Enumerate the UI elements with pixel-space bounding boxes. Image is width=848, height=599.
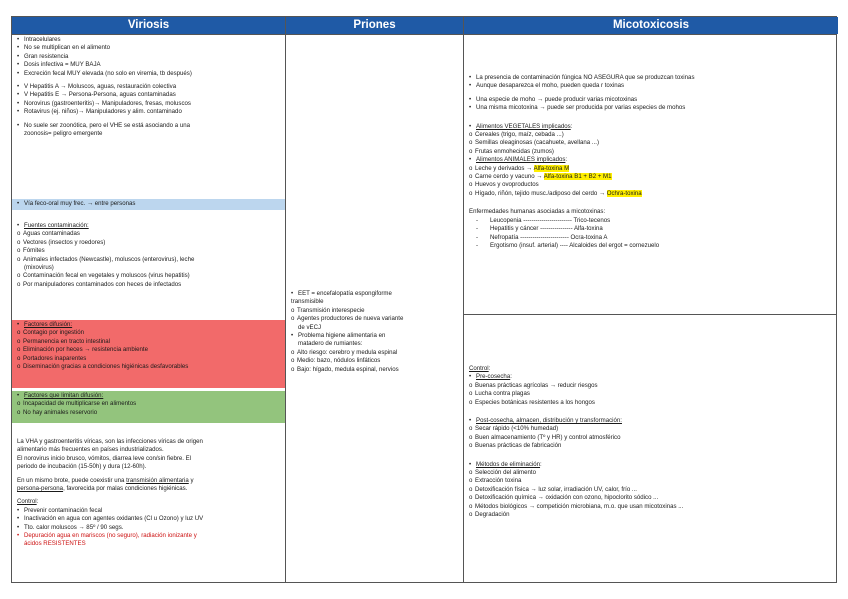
list-item: - Ergotismo (insuf. arterial) ---- Alcaloides del ergot = cornezuelo — [469, 242, 834, 250]
list-item: o Transmisión interespecie — [291, 307, 459, 315]
list-item: - Hepatitis y cáncer ---------------- Alfa-toxina — [469, 225, 834, 233]
list-item: • Tto. calor moluscos → 85º / 90 segs. — [17, 524, 281, 532]
list-item: • Problema higiene alimentaria en — [291, 332, 459, 340]
list-item: o Secar rápido (<10% humedad) — [469, 425, 834, 433]
list-item: • Intracelulares — [17, 36, 281, 44]
paragraph-line: periodo de incubación (15-50h) y dura (12-60h). — [17, 463, 147, 471]
list-item: o Hígado, riñón, tejido musc./adiposo del cerdo → Ochra-toxina — [469, 190, 834, 198]
micotoxicosis-content: • La presencia de contaminación fúngica NO ASEGURA que se produzcan toxinas • Aunque desaparezca el moho, pueden queda r toxinas • Una especie de moho → puede producir varias micotoxinas • Una misma micotoxina → puede ser producida por varias especies de mohos • Alimentos VEGETALES implicados: o Cereales (trigo, maíz, cebada ...) o Semillas oleaginosas (cacahuete, avellana ...) o Frutas enmohecidas (zumos) • Alimentos ANIMALES implicados: o Leche y derivados → Alfa-toxina M o Carne cerdo y vacuno → Alfa-toxina B1 + B2 + M1 o Huevos y ovoproductos o Hígado, riñón, tejido musc./adiposo del cerdo → Ochra-toxina Enfermedades humanas asociadas a micotoxinas: - Leucopenia ------------------------ Trico-tecenos - Hepatitis y cáncer ---------------- Alfa-toxina - Nefropatía ------------------------ Ocra-toxina A - Ergotismo (insuf. arterial) ---- Alcaloides del ergot = cornezuelo — [464, 73, 838, 251]
control-content: Control: • Pre-cosecha: o Buenas prácticas agrícolas → reducir riesgos o Lucha contra plagas o Especies botánicas resistentes a los hongos • Post-cosecha, almacen, distribución y transformación: o Secar rápido (<10% humedad) o Buen almacenamiento (Tº y HR) y control atmosférico o Buenas prácticas de fabricación • Métodos de eliminación: o Selección del alimento o Extracción toxina o Detoxificación física → luz solar, irradiación UV, calor, frío ... o Detoxificación química → oxidación con ozono, hipoclorito sódico ... o Métodos biológicos → competición microbiana, m.o. que usan micotoxinas ... o Degradación — [464, 364, 838, 521]
section-title: Alimentos ANIMALES implicados — [476, 156, 566, 164]
list-item: o Aguas contaminadas — [17, 230, 281, 238]
list-item: • Vía feco-oral muy frec. → entre personas — [17, 200, 281, 208]
header-priones: Priones — [286, 17, 463, 34]
list-item: • Aunque desaparezca el moho, pueden queda r toxinas — [469, 82, 834, 90]
list-item: • Una misma micotoxina → puede ser producida por varias especies de mohos — [469, 104, 834, 112]
list-item: o Medio: bazo, nódulos linfáticos — [291, 357, 459, 365]
priones-content — [286, 289, 463, 375]
section-title: Métodos de eliminación — [476, 460, 541, 468]
list-item: • No se multiplican en el alimento — [17, 44, 281, 52]
micotoxicosis-column — [464, 35, 838, 314]
paragraph-line: persona-persona, favorecida por malas condiciones higiénicas. — [17, 485, 188, 493]
list-item: o Diseminación gracias a condiciones higiénicas desfavorables — [17, 363, 281, 371]
list-item-continued: zoonosis= peligro emergente — [24, 130, 103, 138]
paragraph-line: Control: — [17, 498, 39, 506]
section-title: Factores que limitan difusión: — [24, 392, 104, 399]
section-title: Control — [17, 498, 37, 506]
list-item: o Alto riesgo: cerebro y medula espinal — [291, 349, 459, 357]
list-item: o Frutas enmohecidas (zumos) — [469, 148, 834, 156]
micotoxicosis-control — [464, 315, 838, 583]
list-item: o Contaminación fecal en vegetales y moluscos (virus hepatitis) — [17, 272, 281, 280]
list-item: o Detoxificación física → luz solar, irradiación UV, calor, frío ... — [469, 486, 834, 494]
list-item: o Especies botánicas resistentes a los hongos — [469, 399, 834, 407]
list-item: - Leucopenia ------------------------ Trico-tecenos — [469, 217, 834, 225]
factores-limitan-section — [12, 391, 285, 423]
list-item: o Fómites — [17, 247, 281, 255]
list-item-continued: matadero de rumiantes: — [298, 340, 363, 348]
fuentes-section — [12, 221, 285, 290]
list-item-continued: transmisible — [291, 298, 324, 306]
list-item: • Inactivación en agua con agentes oxidantes (Cl u Ozono) y luz UV — [17, 515, 281, 523]
list-item: • Rotavirus (ej. niños)→ Manipuladores y alim. contaminado — [17, 108, 281, 116]
list-item: - Nefropatía ------------------------ Ocra-toxina A — [469, 234, 834, 242]
list-item: • No suele ser zoonótica, pero el VHE se está asociando a una — [17, 122, 281, 130]
list-item: o Buen almacenamiento (Tº y HR) y control atmosférico — [469, 434, 834, 442]
list-item: o Vectores (insectos y roedores) — [17, 239, 281, 247]
section-title: Enfermedades humanas asociadas a micotoxinas: — [469, 208, 606, 216]
list-item: o Lucha contra plagas — [469, 390, 834, 398]
list-item-continued: (mixovirus) — [24, 264, 54, 272]
list-item: • Excreción fecal MUY elevada (no solo en viremia, tb después) — [17, 70, 281, 78]
list-item-continued: ácidos RESISTENTES — [24, 540, 86, 548]
viriosis-characteristics — [12, 35, 285, 139]
header-viriosis: Viriosis — [12, 17, 285, 34]
list-item: • V Hepatitis A → Moluscos, aguas, restauración colectiva — [17, 83, 281, 91]
viriosis-notes — [12, 437, 285, 550]
section-title: Alimentos VEGETALES implicados — [476, 122, 571, 130]
list-item: o Eliminación por heces → resistencia ambiente — [17, 346, 281, 354]
list-item: • Gran resistencia — [17, 53, 281, 61]
list-item: o Buenas prácticas agrícolas → reducir riesgos — [469, 382, 834, 390]
list-item: o Carne cerdo y vacuno → Alfa-toxina B1 + B2 + M1 — [469, 173, 834, 181]
section-title: Post-cosecha, almacen, distribución y transformación: — [476, 417, 622, 425]
list-item: o Selección del alimento — [469, 469, 834, 477]
list-item: • Depuración agua en mariscos (no seguro), radiación ionizante y — [17, 532, 281, 540]
list-item: o Bajo: hígado, medula espinal, nervios — [291, 366, 459, 374]
paragraph-line: En un mismo brote, puede coexistir una transmisión alimentaria y — [17, 476, 194, 484]
list-item: • V Hepatitis E → Persona-Persona, aguas contaminadas — [17, 91, 281, 99]
list-item: • EET = encefalopatía espongiforme — [291, 290, 459, 298]
section-title: Fuentes contaminación: — [24, 222, 89, 229]
list-item-continued: de vECJ — [298, 323, 322, 331]
list-item: o Buenas prácticas de fabricación — [469, 442, 834, 450]
priones-column — [286, 35, 463, 583]
list-item: o Por manipuladores contaminados con heces de infectados — [17, 281, 281, 289]
list-item: o Degradación — [469, 511, 834, 519]
paragraph-line: La VHA y gastroenteritis víricas, son las infecciones víricas de origen — [17, 438, 203, 445]
list-item: o Incapacidad de multiplicarse en alimentos — [17, 400, 281, 408]
list-item: o Métodos biológicos → competición microbiana, m.o. que usan micotoxinas ... — [469, 503, 834, 511]
list-item: o Contagio por ingestión — [17, 329, 281, 337]
header-micotoxicosis: Micotoxicosis — [464, 17, 838, 34]
list-item: o No hay animales reservorio — [17, 409, 281, 417]
paragraph-line: alimentario más frecuentes en países industrializados. — [17, 446, 164, 454]
list-item: o Detoxificación química → oxidación con ozono, hipoclorito sódico ... — [469, 494, 834, 502]
list-item: • La presencia de contaminación fúngica NO ASEGURA que se produzcan toxinas — [469, 74, 834, 82]
list-item: o Permanencia en tracto intestinal — [17, 338, 281, 346]
section-title: Factores difusión: — [24, 321, 73, 328]
list-item: o Leche y derivados → Alfa-toxina M — [469, 165, 834, 173]
summary-table — [11, 16, 837, 583]
list-item: o Agentes productores de nueva variante — [291, 315, 459, 323]
paragraph-line: El norovirus inicio brusco, vómitos, diarrea leve con/sin fiebre. El — [17, 454, 192, 462]
list-item: • Prevenir contaminación fecal — [17, 507, 281, 515]
list-item: • Una especie de moho → puede producir varias micotoxinas — [469, 96, 834, 104]
list-item: • Dosis infectiva = MUY BAJA — [17, 61, 281, 69]
viriosis-column — [12, 35, 285, 583]
factores-difusion-section — [12, 320, 285, 388]
list-item: o Animales infectados (Newcastle), moluscos (enterovirus), leche — [17, 256, 281, 264]
list-item: • Norovirus (gastroenteritis)→ Manipuladores, fresas, moluscos — [17, 100, 281, 108]
list-item: o Cereales (trigo, maíz, cebada ...) — [469, 131, 834, 139]
list-item: o Portadores inaparentes — [17, 355, 281, 363]
list-item: o Semillas oleaginosas (cacahuete, avellana ...) — [469, 139, 834, 147]
via-highlight — [12, 199, 285, 210]
list-item: o Extracción toxina — [469, 477, 834, 485]
section-title: Pre-cosecha — [476, 373, 511, 381]
section-title: Control — [469, 365, 489, 372]
list-item: o Huevos y ovoproductos — [469, 181, 834, 189]
